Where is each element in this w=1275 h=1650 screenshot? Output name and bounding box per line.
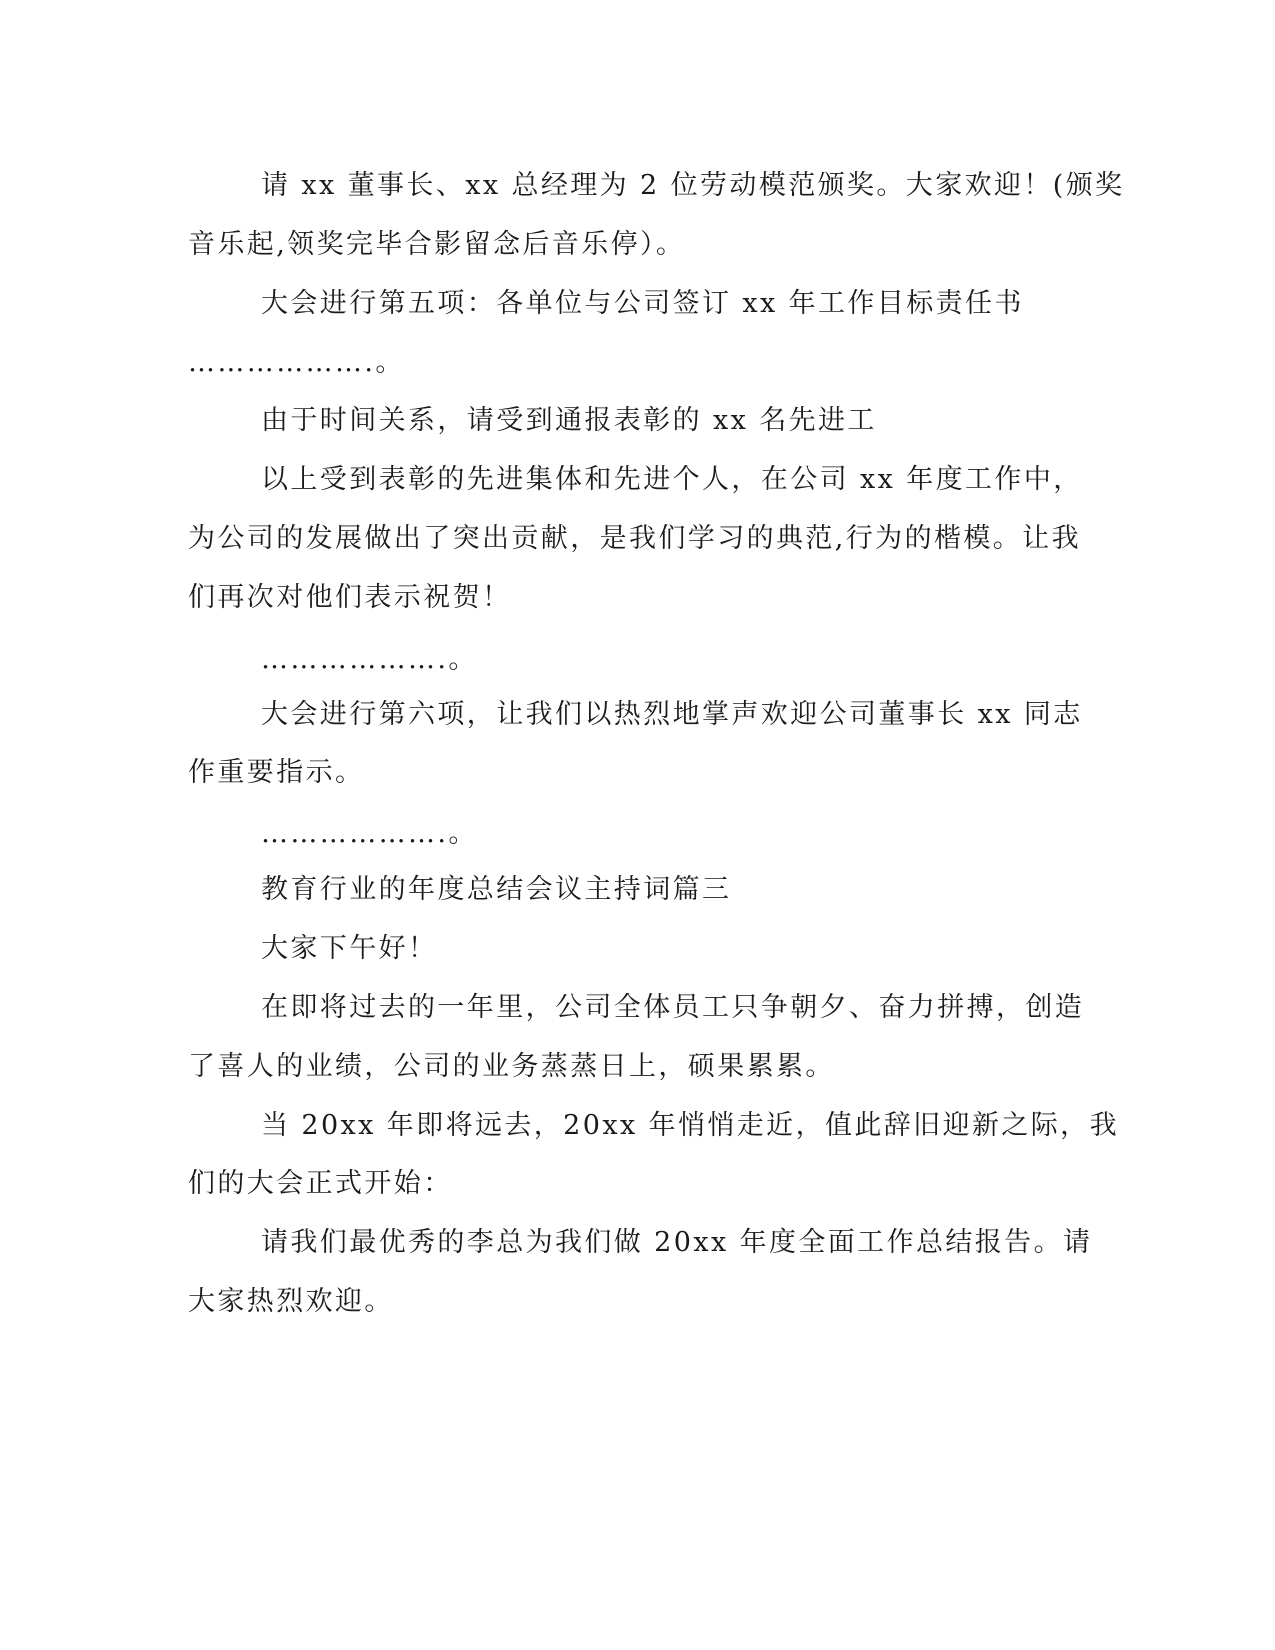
award-paragraph-line-1: 请 xx 董事长、xx 总经理为 2 位劳动模范颁奖。大家欢迎！(颁奖 — [261, 170, 1125, 201]
section-heading: 教育行业的年度总结会议主持词篇三 — [261, 874, 732, 905]
commendation-paragraph-line-2: 为公司的发展做出了突出贡献，是我们学习的典范,行为的楷模。让我 — [188, 523, 1081, 554]
time-note-paragraph: 由于时间关系，请受到通报表彰的 xx 名先进工 — [261, 405, 877, 436]
ellipsis-line-2: ……………….。 — [261, 818, 478, 849]
opening-line-2: 们的大会正式开始： — [188, 1168, 453, 1199]
item-five-line-1: 大会进行第五项：各单位与公司签订 xx 年工作目标责任书 — [261, 288, 1024, 319]
commendation-paragraph-line-3: 们再次对他们表示祝贺！ — [188, 582, 512, 613]
item-six-line-1: 大会进行第六项，让我们以热烈地掌声欢迎公司董事长 xx 同志 — [261, 699, 1083, 730]
report-invite-line-2: 大家热烈欢迎。 — [188, 1286, 394, 1317]
greeting-line: 大家下午好！ — [261, 933, 438, 964]
report-invite-line-1: 请我们最优秀的李总为我们做 20xx 年度全面工作总结报告。请 — [261, 1227, 1093, 1258]
year-review-line-1: 在即将过去的一年里，公司全体员工只争朝夕、奋力拼搏，创造 — [261, 992, 1085, 1023]
award-paragraph-line-2: 音乐起,领奖完毕合影留念后音乐停）。 — [188, 229, 686, 260]
commendation-paragraph-line-1: 以上受到表彰的先进集体和先进个人，在公司 xx 年度工作中， — [261, 464, 1083, 495]
ellipsis-line-1: ……………….。 — [261, 644, 478, 675]
item-six-line-2: 作重要指示。 — [188, 757, 365, 788]
item-five-line-2: ……………….。 — [188, 347, 405, 378]
year-review-line-2: 了喜人的业绩，公司的业务蒸蒸日上，硕果累累。 — [188, 1051, 835, 1082]
opening-line-1: 当 20xx 年即将远去，20xx 年悄悄走近，值此辞旧迎新之际，我 — [261, 1110, 1119, 1141]
